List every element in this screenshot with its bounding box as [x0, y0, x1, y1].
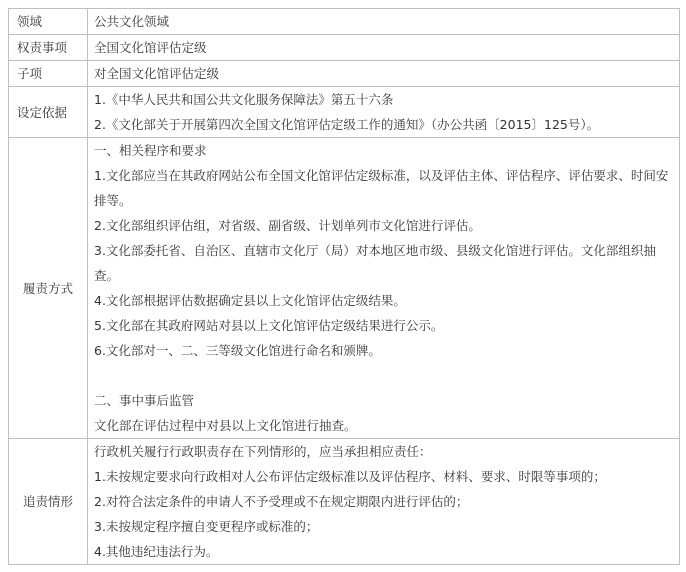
basis-label: 设定依据 — [9, 87, 88, 138]
method-section-heading: 二、事中事后监管 — [94, 393, 195, 408]
accountability-line: 3.未按规定程序擅自变更程序或标准的； — [94, 519, 319, 534]
field-value: 公共文化领域 — [88, 9, 680, 35]
row-method — [9, 138, 680, 439]
method-line: 文化部在评估过程中对县以上文化馆进行抽查。 — [94, 418, 357, 433]
method-line: 5.文化部在其政府网站对县以上文化馆评估定级结果进行公示。 — [94, 318, 444, 333]
basis-line: 1.《中华人民共和国公共文化服务保障法》第五十六条 — [94, 92, 394, 107]
row-field — [9, 9, 680, 35]
row-power — [9, 35, 680, 61]
method-blank-line — [94, 363, 673, 388]
method-line: 3.文化部委托省、自治区、直辖市文化厅（局）对本地区地市级、县级文化馆进行评估。文化部组织抽查。 — [94, 243, 656, 283]
basis-content — [88, 87, 680, 138]
basis-line: 2.《文化部关于开展第四次全国文化馆评估定级工作的通知》（办公共函〔2015〕125号）。 — [94, 117, 600, 132]
field-label: 领域 — [9, 9, 88, 35]
accountability-line: 行政机关履行行政职责存在下列情形的，应当承担相应责任： — [94, 444, 432, 459]
method-line: 4.文化部根据评估数据确定县以上文化馆评估定级结果。 — [94, 293, 406, 308]
method-line: 1.文化部应当在其政府网站公布全国文化馆评估定级标准，以及评估主体、评估程序、评估要求、时间安排等。 — [94, 168, 669, 208]
accountability-label: 追责情形 — [9, 439, 88, 565]
row-basis — [9, 87, 680, 138]
method-line: 2.文化部组织评估组，对省级、副省级、计划单列市文化馆进行评估。 — [94, 218, 481, 233]
power-label: 权责事项 — [9, 35, 88, 61]
accountability-content — [88, 439, 680, 565]
row-accountability — [9, 439, 680, 565]
accountability-line: 2.对符合法定条件的申请人不予受理或不在规定期限内进行评估的； — [94, 494, 469, 509]
method-content — [88, 138, 680, 439]
duty-table — [8, 8, 680, 565]
row-subitem — [9, 61, 680, 87]
method-section-heading: 一、相关程序和要求 — [94, 143, 207, 158]
subitem-value: 对全国文化馆评估定级 — [88, 61, 680, 87]
subitem-label: 子项 — [9, 61, 88, 87]
accountability-line: 1.未按规定要求向行政相对人公布评估定级标准以及评估程序、材料、要求、时限等事项的； — [94, 469, 606, 484]
method-line: 6.文化部对一、二、三等级文化馆进行命名和颁牌。 — [94, 343, 381, 358]
method-label: 履责方式 — [9, 138, 88, 439]
accountability-line: 4.其他违纪违法行为。 — [94, 544, 219, 559]
power-value: 全国文化馆评估定级 — [88, 35, 680, 61]
